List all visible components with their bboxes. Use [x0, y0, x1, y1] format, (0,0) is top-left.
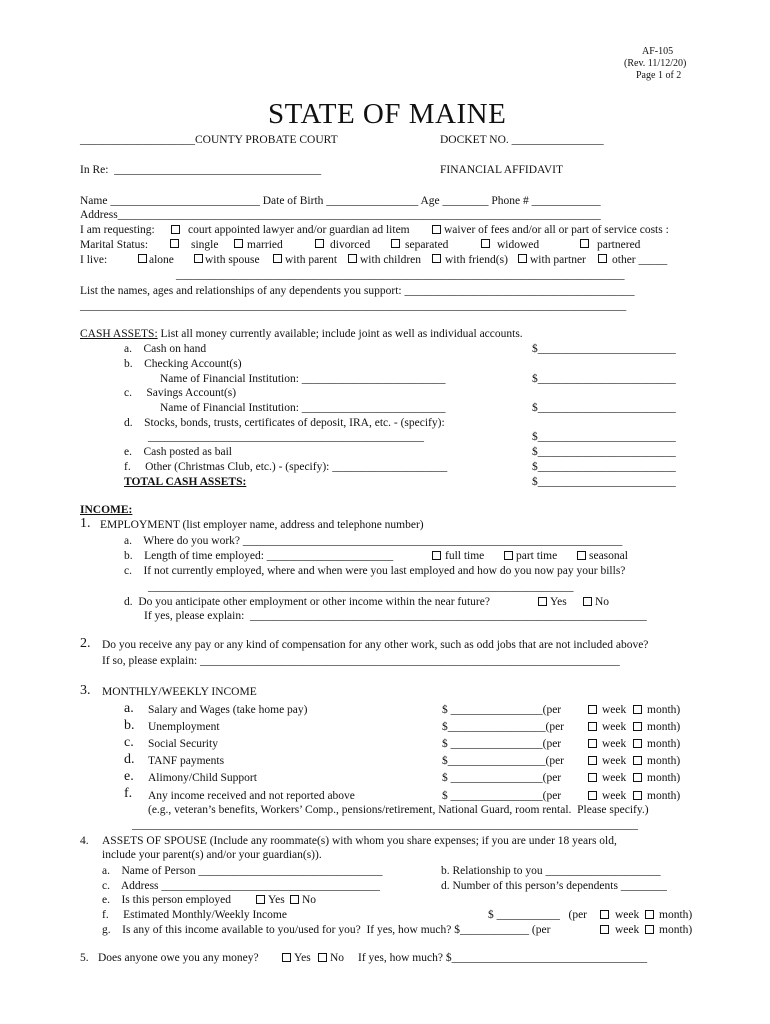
income-heading: INCOME:	[80, 504, 133, 516]
marital-status-label: Marital Status:	[80, 239, 149, 251]
marital-single-checkbox[interactable]	[170, 239, 179, 248]
income-week-checkbox[interactable]	[588, 773, 597, 782]
county-court-field[interactable]: ____________________COUNTY PROBATE COURT	[80, 134, 338, 146]
name-dob-age-phone-line[interactable]: Name __________________________ Date of Birth ________________ Age ________ Phone # ____________	[80, 195, 601, 207]
section-3-number: 3.	[80, 683, 91, 698]
live-alone-label: alone	[149, 254, 174, 266]
income-month-checkbox[interactable]	[633, 705, 642, 714]
available-month-label: month)	[659, 924, 693, 936]
cash-assets-heading-row	[80, 327, 523, 341]
live-friends-label: with friend(s)	[445, 254, 508, 266]
affidavit-title: FINANCIAL AFFIDAVIT	[440, 164, 563, 176]
total-cash-assets-label: TOTAL CASH ASSETS:	[124, 476, 247, 488]
cash-on-hand-amount[interactable]: $________________________	[532, 343, 676, 355]
live-children-label: with children	[360, 254, 421, 266]
owed-money-yes-checkbox[interactable]	[282, 953, 291, 962]
income-item-label: Unemployment	[148, 721, 220, 733]
marital-separated-label: separated	[405, 239, 449, 251]
marital-divorced-checkbox[interactable]	[315, 239, 324, 248]
income-item-letter: a.	[124, 701, 134, 716]
marital-single-label: single	[191, 239, 219, 251]
form-id: AF-105	[642, 46, 674, 57]
income-item-label: TANF payments	[148, 755, 225, 767]
part-time-checkbox[interactable]	[504, 551, 513, 560]
section-1-number: 1.	[80, 516, 91, 531]
seasonal-label: seasonal	[589, 550, 628, 562]
total-cash-assets-amount[interactable]: $________________________	[532, 476, 676, 488]
section-4-number: 4.	[80, 835, 89, 847]
spouse-income-month-checkbox[interactable]	[645, 910, 654, 919]
marital-widowed-checkbox[interactable]	[481, 239, 490, 248]
live-partner-checkbox[interactable]	[518, 254, 527, 263]
other-employment-question: d. Do you anticipate other employment or other income within the near future?	[124, 596, 490, 608]
live-friends-checkbox[interactable]	[432, 254, 441, 263]
spouse-income-available-field[interactable]: g. Is any of this income available to you/used for you? If yes, how much? $____________ (per	[102, 924, 551, 936]
page-number: Page 1 of 2	[636, 70, 682, 81]
income-item-label: Social Security	[148, 738, 218, 750]
spouse-assets-title-cont: include your parent(s) and/or your guardian(s)).	[102, 849, 322, 861]
owed-money-no-checkbox[interactable]	[318, 953, 327, 962]
income-month-label: month)	[647, 704, 681, 716]
income-item-amount[interactable]: $ ________________(per	[442, 772, 562, 784]
checking-amount[interactable]: $________________________	[532, 373, 676, 385]
time-employed-field[interactable]: b. Length of time employed: ______________________	[124, 550, 394, 562]
other-employment-yes-label: Yes	[550, 596, 567, 608]
income-month-label: month)	[647, 755, 681, 767]
income-item-letter: b.	[124, 718, 135, 733]
form-revision: (Rev. 11/12/20)	[624, 58, 687, 69]
savings-amount[interactable]: $________________________	[532, 402, 676, 414]
spouse-income-month-label: month)	[659, 909, 693, 921]
marital-divorced-label: divorced	[330, 239, 371, 251]
spouse-employed-yes-label: Yes	[268, 894, 285, 906]
marital-married-checkbox[interactable]	[234, 239, 243, 248]
income-month-label: month)	[647, 738, 681, 750]
bail-label: e. Cash posted as bail	[124, 446, 232, 458]
income-week-label: week	[602, 738, 627, 750]
income-item-amount[interactable]: $ ________________(per	[442, 704, 562, 716]
income-item-label: Salary and Wages (take home pay)	[148, 704, 308, 716]
spouse-relationship-field[interactable]: b. Relationship to you ____________________	[441, 865, 661, 877]
income-month-checkbox[interactable]	[633, 739, 642, 748]
income-week-label: week	[602, 704, 627, 716]
other-employment-yes-checkbox[interactable]	[538, 597, 547, 606]
marital-separated-checkbox[interactable]	[391, 239, 400, 248]
part-time-label: part time	[516, 550, 558, 562]
income-item-letter: f.	[124, 786, 133, 801]
savings-institution-field[interactable]: Name of Financial Institution: _________________________	[160, 402, 446, 414]
owed-money-question: Does anyone owe you any money?	[98, 952, 259, 964]
live-alone-checkbox[interactable]	[138, 254, 147, 263]
requesting-lawyer-label: court appointed lawyer and/or guardian ad litem	[188, 224, 410, 236]
income-item-amount[interactable]: $ ________________(per	[442, 738, 562, 750]
spouse-assets-title: ASSETS OF SPOUSE (Include any roommate(s) with whom you share expenses; if you are under 18 years old,	[102, 835, 617, 847]
available-week-label: week	[615, 924, 640, 936]
available-month-checkbox[interactable]	[645, 925, 654, 934]
not-employed-question: c. If not currently employed, where and when were you last employed and how do you now pay your bills?	[124, 565, 626, 577]
full-time-checkbox[interactable]	[432, 551, 441, 560]
income-item-letter: d.	[124, 752, 135, 767]
address-field[interactable]: Address____________________________________________________________________________________	[80, 209, 601, 221]
marital-widowed-label: widowed	[497, 239, 540, 251]
spouse-address-field[interactable]: c. Address ______________________________________	[102, 880, 380, 892]
other-income-specify-field[interactable]: ________________________________________________________________________________________	[132, 819, 638, 831]
section-2-number: 2.	[80, 636, 91, 651]
in-re-field[interactable]: In Re: ____________________________________	[80, 164, 322, 176]
live-spouse-label: with spouse	[205, 254, 260, 266]
income-week-checkbox[interactable]	[588, 756, 597, 765]
other-employment-no-label: No	[595, 596, 610, 608]
section-5-number: 5.	[80, 952, 89, 964]
income-item-amount[interactable]: $_________________(per	[442, 721, 565, 733]
employment-title: EMPLOYMENT (list employer name, address and telephone number)	[100, 519, 424, 531]
spouse-income-week-checkbox[interactable]	[600, 910, 609, 919]
requesting-waiver-label: waiver of fees and/or all or part of service costs :	[444, 224, 669, 236]
full-time-label: full time	[445, 550, 485, 562]
spouse-income-label: f. Estimated Monthly/Weekly Income	[102, 909, 287, 921]
live-parent-checkbox[interactable]	[273, 254, 282, 263]
income-item-letter: e.	[124, 769, 134, 784]
income-week-label: week	[602, 721, 627, 733]
income-month-label: month)	[647, 790, 681, 802]
spouse-employed-no-checkbox[interactable]	[290, 895, 299, 904]
dependents-field-continuation[interactable]: _______________________________________________________________________________________________	[80, 300, 627, 312]
spouse-employed-yes-checkbox[interactable]	[256, 895, 265, 904]
income-month-checkbox[interactable]	[633, 722, 642, 731]
income-week-checkbox[interactable]	[588, 739, 597, 748]
income-month-label: month)	[647, 721, 681, 733]
cash-assets-heading: CASH ASSETS:	[80, 328, 158, 340]
requesting-waiver-checkbox[interactable]	[432, 225, 441, 234]
live-label: I live:	[80, 254, 108, 266]
other-compensation-explain-field[interactable]: If so, please explain: _________________________________________________________________________	[102, 655, 620, 667]
other-income-note: (e.g., veteran’s benefits, Workers’ Comp., pensions/retirement, National Guard, room rental. Please specify.)	[148, 804, 649, 816]
marital-partnered-label: partnered	[597, 239, 641, 251]
spouse-dependents-field[interactable]: d. Number of this person’s dependents ________	[441, 880, 667, 892]
income-month-checkbox[interactable]	[633, 756, 642, 765]
spouse-income-week-label: week	[615, 909, 640, 921]
monthly-weekly-title: MONTHLY/WEEKLY INCOME	[102, 686, 257, 698]
available-week-checkbox[interactable]	[600, 925, 609, 934]
owed-money-amount-field[interactable]: If yes, how much? $__________________________________	[358, 952, 648, 964]
seasonal-checkbox[interactable]	[577, 551, 586, 560]
requesting-lawyer-checkbox[interactable]	[171, 225, 180, 234]
live-other-label[interactable]: other _____	[612, 254, 668, 266]
bail-amount[interactable]: $________________________	[532, 446, 676, 458]
owed-money-no-label: No	[330, 952, 345, 964]
spouse-name-field[interactable]: a. Name of Person ________________________________	[102, 865, 383, 877]
income-week-checkbox[interactable]	[588, 722, 597, 731]
income-item-label: Any income received and not reported above	[148, 790, 355, 802]
other-cash-amount[interactable]: $________________________	[532, 461, 676, 473]
live-children-checkbox[interactable]	[348, 254, 357, 263]
other-employment-no-checkbox[interactable]	[583, 597, 592, 606]
requesting-label: I am requesting:	[80, 224, 155, 236]
marital-partnered-checkbox[interactable]	[580, 239, 589, 248]
income-item-label: Alimony/Child Support	[148, 772, 257, 784]
stocks-amount[interactable]: $________________________	[532, 431, 676, 443]
income-week-checkbox[interactable]	[588, 705, 597, 714]
docket-field[interactable]: DOCKET NO. ________________	[440, 134, 604, 146]
cash-on-hand-label: a. Cash on hand	[124, 343, 207, 355]
income-item-amount[interactable]: $ ________________(per	[442, 790, 562, 802]
owed-money-yes-label: Yes	[294, 952, 311, 964]
other-compensation-question: Do you receive any pay or any kind of compensation for any other work, such as odd jobs that are not included above?	[102, 639, 649, 651]
checking-institution-field[interactable]: Name of Financial Institution: _________________________	[160, 373, 446, 385]
live-other-checkbox[interactable]	[598, 254, 607, 263]
income-week-label: week	[602, 772, 627, 784]
cash-assets-intro: List all money currently available; include joint as well as individual accounts.	[157, 328, 523, 340]
savings-label: c. Savings Account(s)	[124, 387, 237, 399]
stocks-label: d. Stocks, bonds, trusts, certificates of deposit, IRA, etc. - (specify):	[124, 417, 445, 429]
not-employed-answer-field[interactable]: __________________________________________________________________________	[148, 581, 574, 593]
income-week-label: week	[602, 790, 627, 802]
live-continuation-line[interactable]: ______________________________________________________________________________	[176, 269, 625, 281]
other-employment-explain-field[interactable]: If yes, please explain: _____________________________________________________________________	[144, 610, 647, 622]
other-cash-field[interactable]: f. Other (Christmas Club, etc.) - (specify): ____________________	[124, 461, 448, 473]
income-week-label: week	[602, 755, 627, 767]
stocks-specify-field[interactable]: ________________________________________________	[148, 431, 424, 443]
income-month-label: month)	[647, 772, 681, 784]
income-week-checkbox[interactable]	[588, 791, 597, 800]
live-spouse-checkbox[interactable]	[194, 254, 203, 263]
live-partner-label: with partner	[530, 254, 586, 266]
checking-label: b. Checking Account(s)	[124, 358, 242, 370]
spouse-income-amount[interactable]: $ ___________ (per	[488, 909, 588, 921]
income-month-checkbox[interactable]	[633, 773, 642, 782]
dependents-field[interactable]: List the names, ages and relationships of any dependents you support: ________________________________________	[80, 285, 635, 297]
income-item-letter: c.	[124, 735, 134, 750]
spouse-employed-question: e. Is this person employed	[102, 894, 232, 906]
marital-married-label: married	[247, 239, 283, 251]
spouse-employed-no-label: No	[302, 894, 317, 906]
employer-field[interactable]: a. Where do you work? __________________________________________________________________	[124, 535, 623, 547]
live-parent-label: with parent	[285, 254, 338, 266]
income-month-checkbox[interactable]	[633, 791, 642, 800]
income-item-amount[interactable]: $_________________(per	[442, 755, 565, 767]
page-title: STATE OF MAINE	[268, 98, 507, 130]
